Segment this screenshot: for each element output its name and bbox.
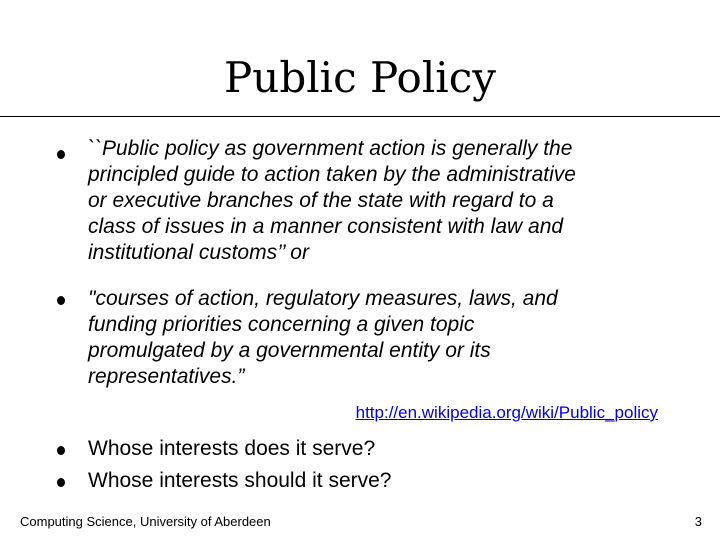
bullet-marker-icon bbox=[57, 150, 65, 159]
bullet-text: "courses of action, regulatory measures, laws, and funding priorities concerning a given topic promulgated by a governmental entity or its representatives.” bbox=[88, 287, 558, 388]
slide-title: Public Policy bbox=[224, 53, 496, 102]
footer-institution: Computing Science, University of Aberdeen bbox=[20, 514, 271, 529]
bullet-marker-icon bbox=[57, 446, 65, 455]
bullet-marker-icon bbox=[57, 478, 65, 487]
title-divider bbox=[0, 116, 720, 117]
bullet-text: Whose interests does it serve? bbox=[88, 437, 376, 460]
source-link[interactable]: http://en.wikipedia.org/wiki/Public_policy bbox=[355, 403, 658, 422]
bullet-text: ``Public policy as government action is generally the principled guide to action taken by the administrative or executive branches of the state with regard to a class of issues in a manner consistent with law and institutional customs’’ or bbox=[88, 137, 576, 264]
bullet-text: Whose interests should it serve? bbox=[88, 469, 392, 492]
page-number: 3 bbox=[694, 514, 702, 529]
bullet-marker-icon bbox=[57, 296, 65, 305]
